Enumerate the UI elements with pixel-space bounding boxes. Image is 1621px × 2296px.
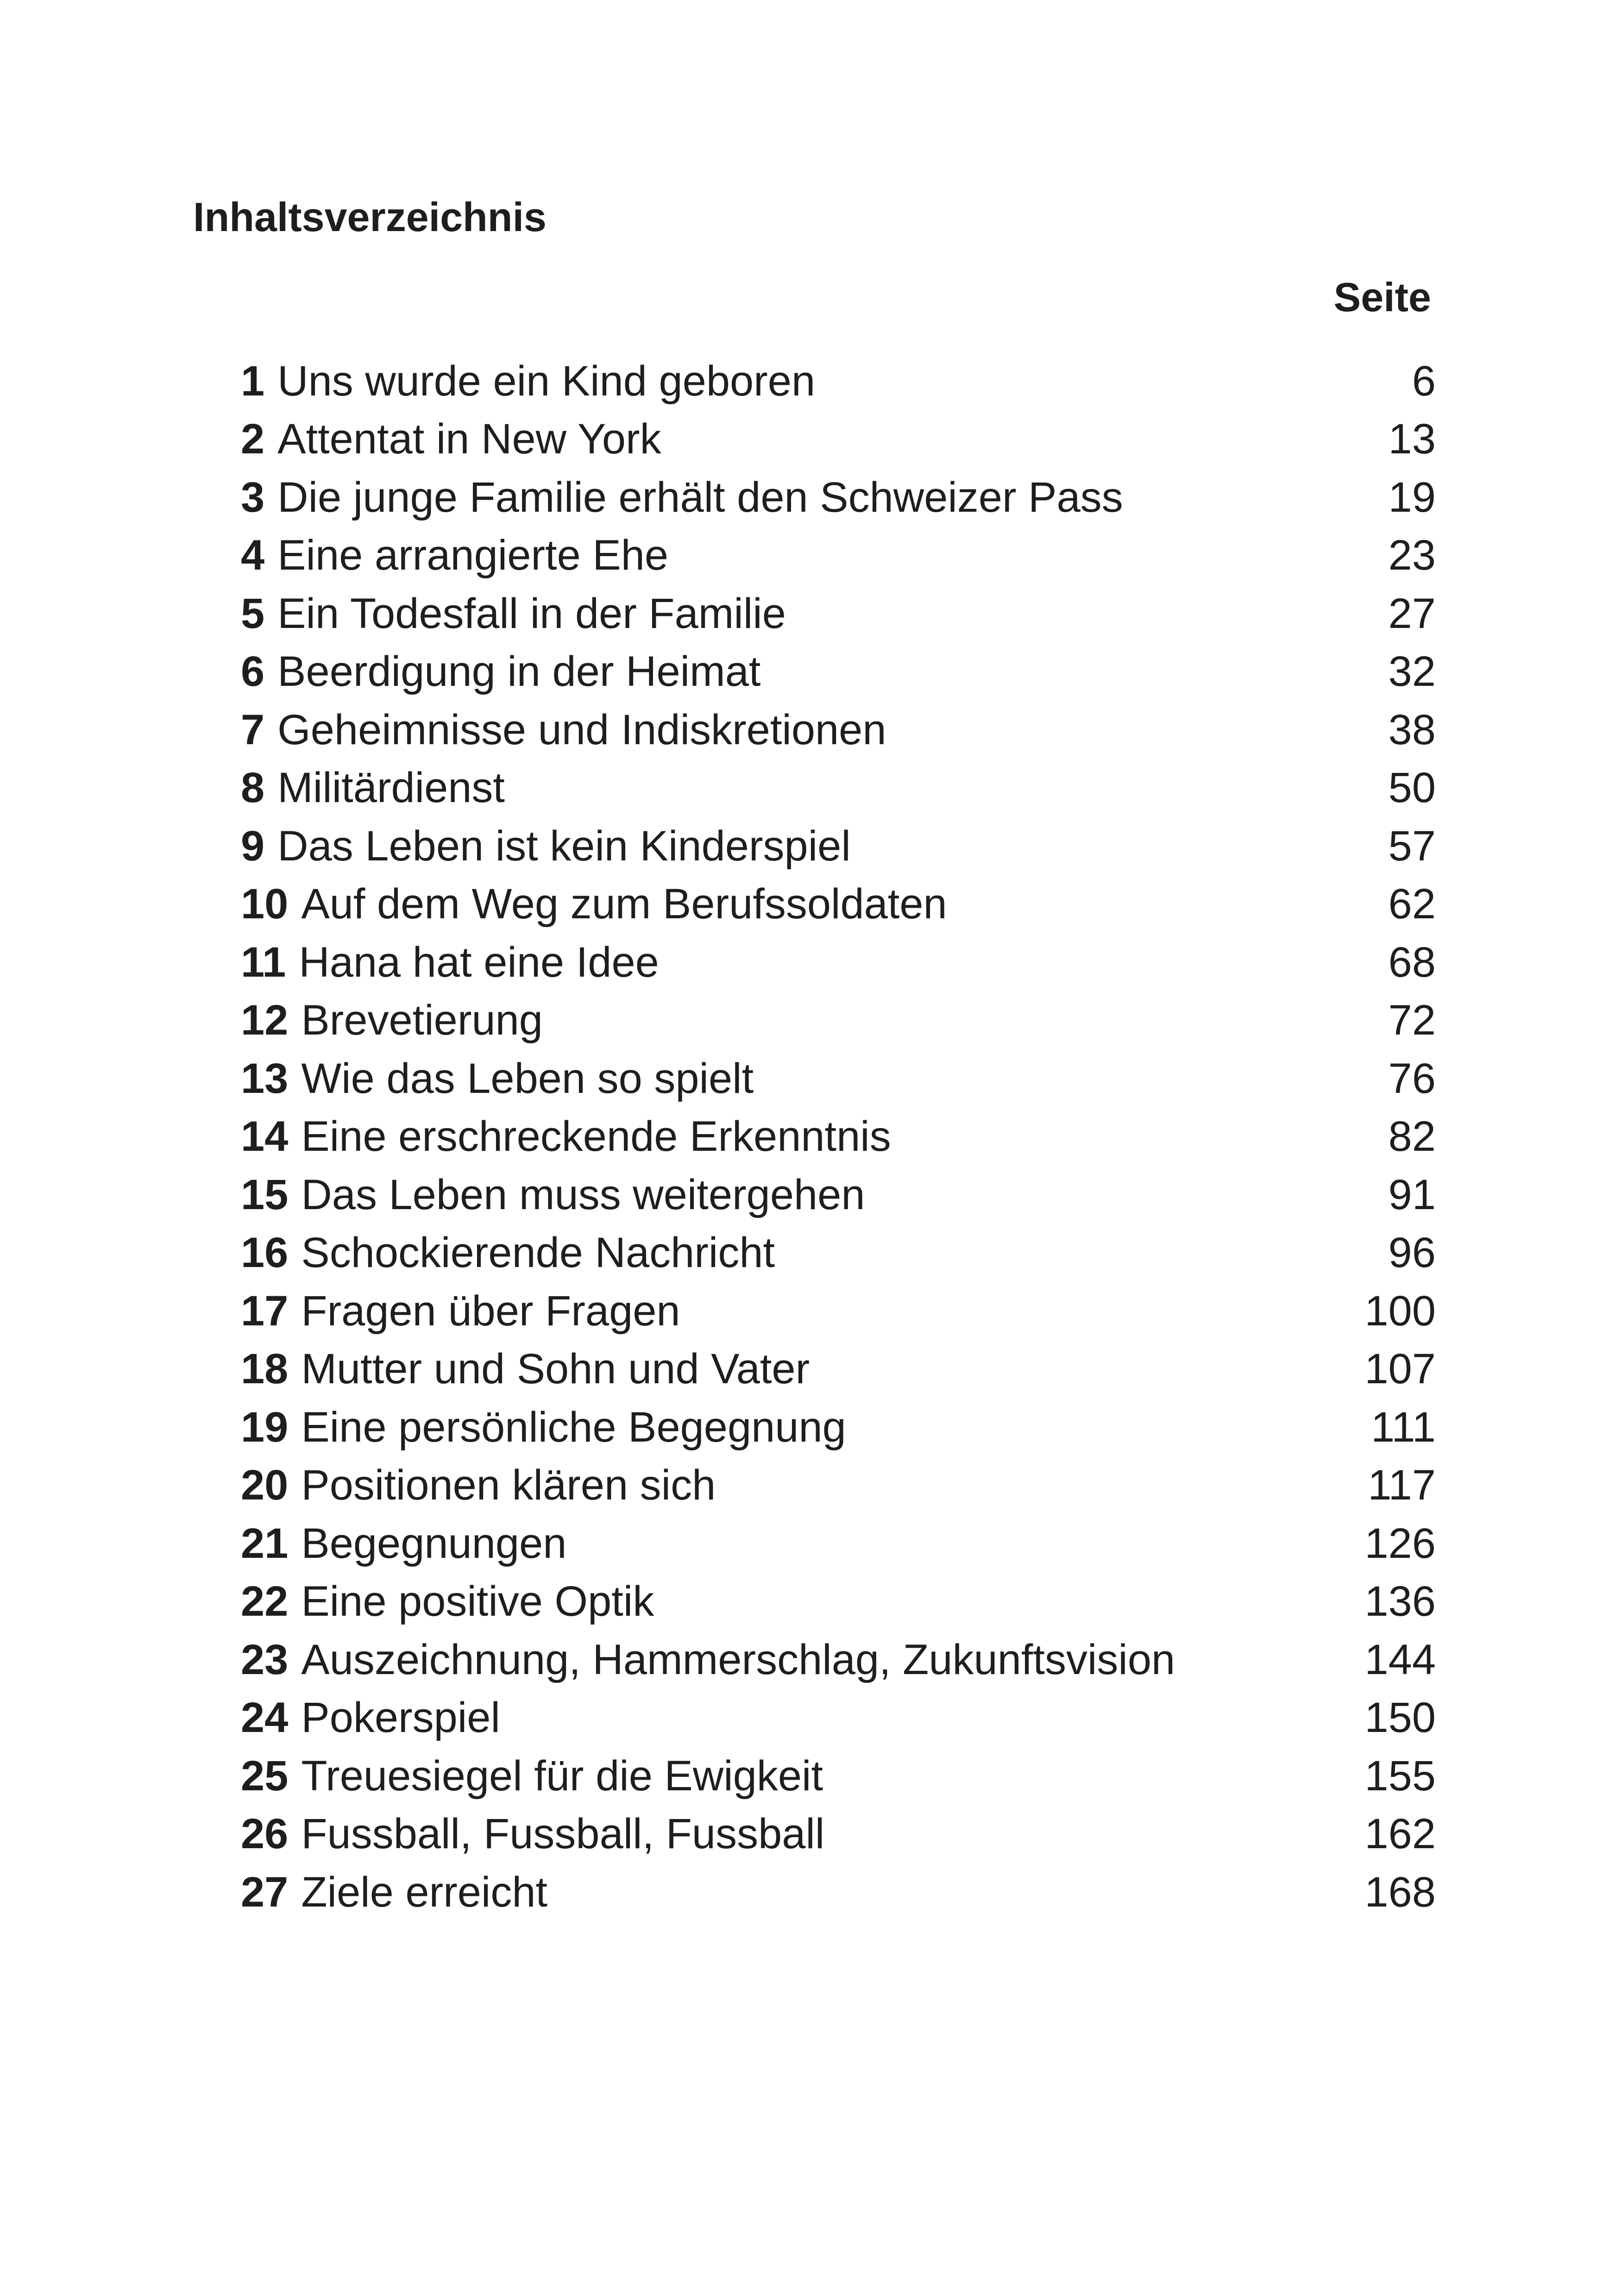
toc-entry [241,1689,1436,1747]
chapter-page: 144 [1364,1636,1436,1683]
chapter-page: 107 [1364,1345,1436,1393]
chapter-title: Positionen klären sich [301,1462,716,1509]
toc-entry [241,1282,1436,1340]
chapter-number: 27 [241,1868,289,1916]
chapter-title: Begegnungen [301,1519,567,1567]
chapter-number: 22 [241,1578,289,1625]
chapter-title: Fragen über Fragen [301,1287,680,1335]
chapter-title: Fussball, Fussball, Fussball [301,1810,825,1858]
chapter-number: 15 [241,1171,289,1218]
toc-list [241,352,1436,1921]
chapter-number: 25 [241,1752,289,1800]
chapter-title: Auf dem Weg zum Berufssoldaten [301,880,947,928]
page-title: Inhaltsverzeichnis [193,194,547,240]
chapter-number: 7 [241,706,265,753]
toc-entry [241,991,1436,1050]
chapter-title: Beerdigung in der Heimat [277,648,761,696]
toc-entry [241,1514,1436,1573]
chapter-number: 13 [241,1054,289,1102]
toc-entry [241,410,1436,469]
chapter-title: Ein Todesfall in der Familie [277,590,786,637]
chapter-page: 38 [1388,706,1436,753]
chapter-title: Geheimnisse und Indiskretionen [277,706,886,753]
chapter-title: Mutter und Sohn und Vater [301,1345,810,1393]
chapter-page: 32 [1388,648,1436,696]
chapter-page: 68 [1388,938,1436,986]
chapter-page: 57 [1388,822,1436,870]
chapter-number: 4 [241,532,265,579]
chapter-page: 27 [1388,590,1436,637]
chapter-number: 6 [241,648,265,696]
chapter-title: Hana hat eine Idee [299,938,659,986]
toc-entry [241,1340,1436,1399]
chapter-number: 2 [241,415,265,463]
chapter-page: 117 [1368,1462,1436,1509]
chapter-title: Eine arrangierte Ehe [277,532,669,579]
toc-entry [241,1108,1436,1166]
chapter-page: 100 [1364,1287,1436,1335]
toc-entry [241,1224,1436,1282]
toc-entry [241,643,1436,701]
chapter-title: Das Leben muss weitergehen [301,1171,865,1218]
chapter-number: 5 [241,590,265,637]
chapter-page: 6 [1412,357,1436,405]
chapter-number: 23 [241,1636,289,1683]
chapter-number: 17 [241,1287,289,1335]
toc-entry [241,1573,1436,1631]
chapter-page: 155 [1364,1752,1436,1800]
chapter-title: Militärdienst [277,764,505,812]
chapter-page: 168 [1364,1868,1436,1916]
chapter-page: 162 [1364,1810,1436,1858]
chapter-title: Attentat in New York [277,415,661,463]
toc-entry [241,1166,1436,1224]
toc-entry [241,817,1436,875]
toc-entry [241,759,1436,817]
chapter-title: Die junge Familie erhält den Schweizer Pass [277,473,1123,521]
chapter-page: 72 [1388,997,1436,1044]
chapter-page: 19 [1388,473,1436,521]
toc-entry [241,701,1436,759]
chapter-number: 9 [241,822,265,870]
toc-entry [241,1863,1436,1921]
chapter-page: 96 [1388,1229,1436,1277]
chapter-number: 16 [241,1229,289,1277]
chapter-number: 1 [241,357,265,405]
page-column-header: Seite [1333,274,1431,320]
chapter-number: 12 [241,997,289,1044]
chapter-title: Uns wurde ein Kind geboren [277,357,816,405]
chapter-title: Eine persönliche Begegnung [301,1403,846,1451]
toc-entry [241,1805,1436,1863]
chapter-number: 10 [241,880,289,928]
chapter-number: 18 [241,1345,289,1393]
chapter-page: 62 [1388,880,1436,928]
toc-entry [241,933,1436,991]
chapter-page: 50 [1388,764,1436,812]
chapter-page: 136 [1364,1578,1436,1625]
toc-entry [241,875,1436,934]
chapter-page: 13 [1388,415,1436,463]
chapter-title: Schockierende Nachricht [301,1229,775,1277]
chapter-number: 24 [241,1694,289,1742]
toc-entry [241,1631,1436,1689]
toc-entry [241,352,1436,410]
chapter-number: 3 [241,473,265,521]
chapter-title: Eine positive Optik [301,1578,654,1625]
chapter-title: Pokerspiel [301,1694,500,1742]
chapter-number: 21 [241,1519,289,1567]
toc-entry [241,1049,1436,1108]
chapter-title: Brevetierung [301,997,543,1044]
chapter-page: 150 [1364,1694,1436,1742]
chapter-page: 111 [1371,1403,1436,1451]
chapter-number: 14 [241,1113,289,1161]
chapter-number: 19 [241,1403,289,1451]
chapter-page: 82 [1388,1113,1436,1161]
toc-entry [241,584,1436,643]
chapter-title: Auszeichnung, Hammerschlag, Zukunftsvision [301,1636,1175,1683]
toc-entry [241,1747,1436,1805]
chapter-number: 26 [241,1810,289,1858]
chapter-page: 23 [1388,532,1436,579]
toc-entry [241,1398,1436,1456]
chapter-title: Treuesiegel für die Ewigkeit [301,1752,823,1800]
chapter-number: 8 [241,764,265,812]
chapter-page: 126 [1364,1519,1436,1567]
chapter-number: 11 [241,938,286,986]
toc-entry [241,1456,1436,1515]
chapter-title: Wie das Leben so spielt [301,1054,754,1102]
chapter-title: Das Leben ist kein Kinderspiel [277,822,851,870]
chapter-title: Eine erschreckende Erkenntnis [301,1113,891,1161]
toc-entry [241,468,1436,527]
chapter-page: 76 [1388,1054,1436,1102]
toc-entry [241,527,1436,585]
chapter-number: 20 [241,1462,289,1509]
chapter-title: Ziele erreicht [301,1868,548,1916]
chapter-page: 91 [1388,1171,1436,1218]
